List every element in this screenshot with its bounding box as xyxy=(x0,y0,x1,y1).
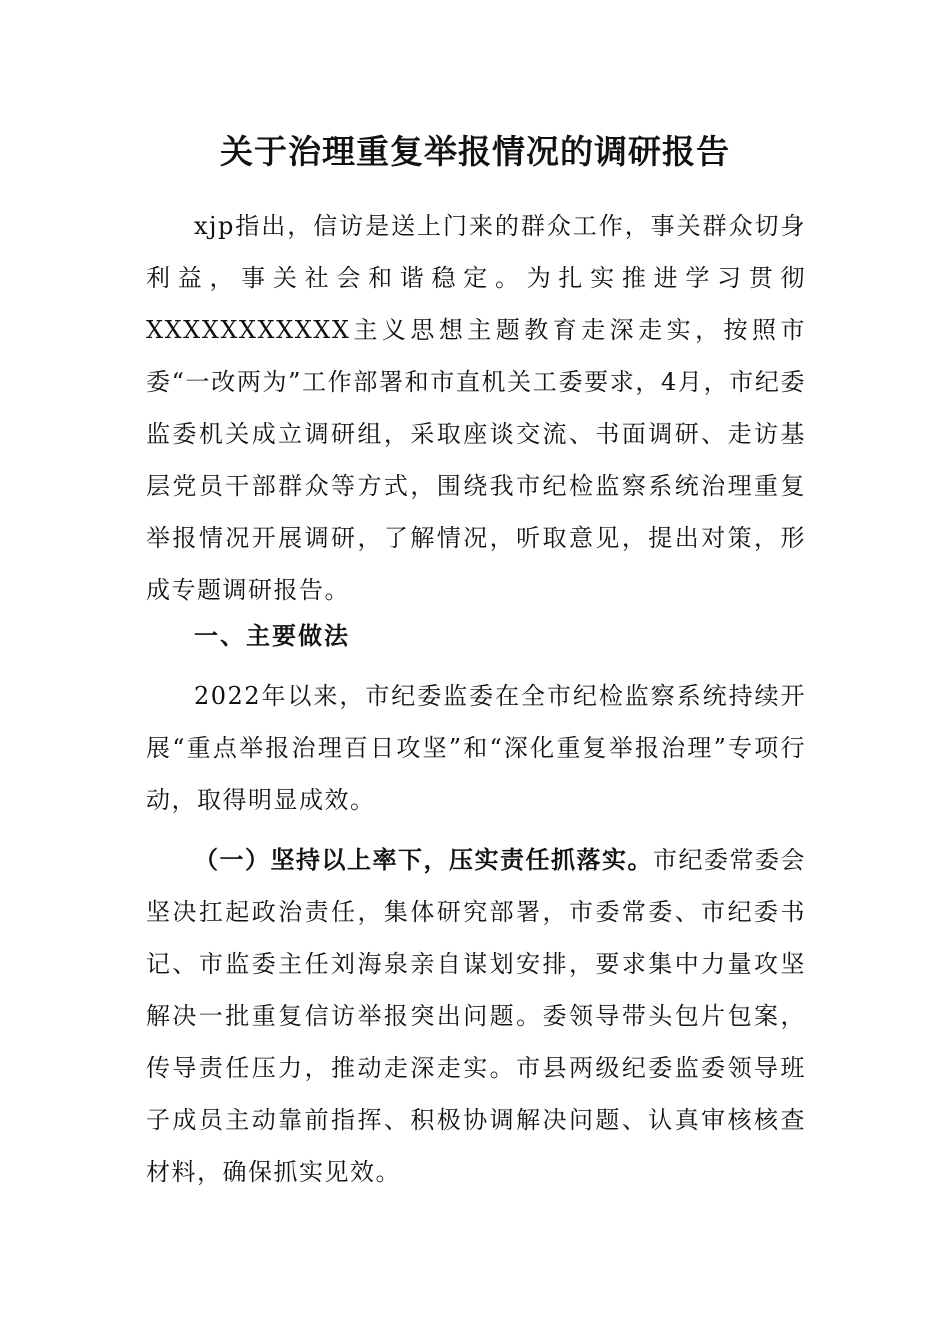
section-heading: 一、主要做法 xyxy=(194,622,350,650)
document-title: 关于治理重复举报情况的调研报告 xyxy=(220,132,730,171)
section-intro-paragraph: 2022年以来，市纪委监委在全市纪检监察系统持续开展“重点举报治理百日攻坚”和“深化重复举报治理”专项行动，取得明显成效。 xyxy=(146,682,806,814)
subsection-paragraph xyxy=(146,834,806,1198)
subsection-body: 市纪委常委会坚决扛起政治责任，集体研究部署，市委常委、市纪委书记、市监委主任刘海泉亲自谋划安排，要求集中力量攻坚解决一批重复信访举报突出问题。委领导带头包片包案，传导责任压力，推动走深走实。市县两级纪委监委领导班子成员主动靠前指挥、积极协调解决问题、认真审核核查材料，确保抓实见效。 xyxy=(146,846,806,1186)
intro-paragraph: xjp指出，信访是送上门来的群众工作，事关群众切身利益，事关社会和谐稳定。为扎实推进学习贯彻XXXXXXXXXXX主义思想主题教育走深走实，按照市委“一改两为”工作部署和市直机关工委要求，4月，市纪委监委机关成立调研组，采取座谈交流、书面调研、走访基层党员干部群众等方式，围绕我市纪检监察系统治理重复举报情况开展调研，了解情况，听取意见，提出对策，形成专题调研报告。 xyxy=(146,212,806,604)
subsection-lead: （一）坚持以上率下，压实责任抓落实。 xyxy=(194,845,653,874)
